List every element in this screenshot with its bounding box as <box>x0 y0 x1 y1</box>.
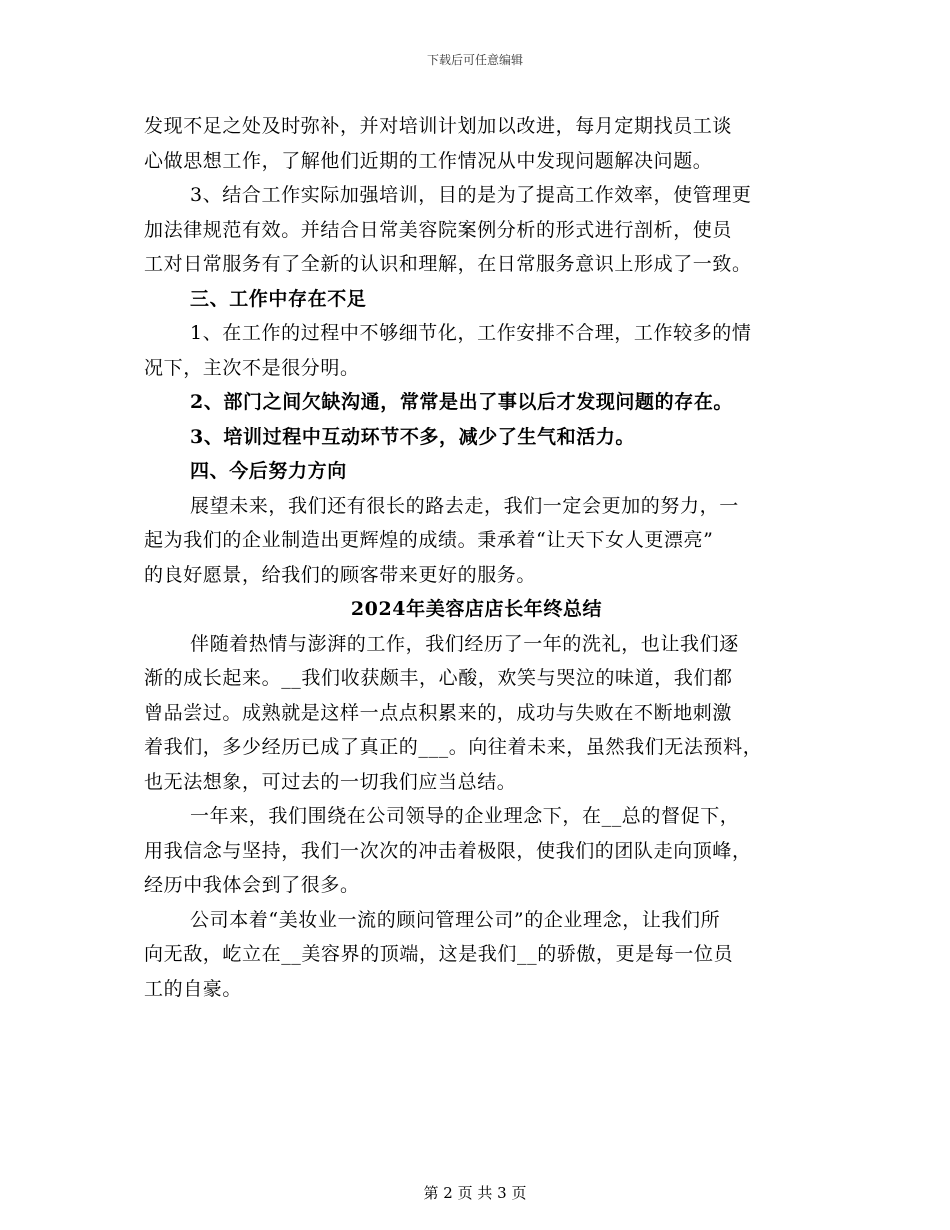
paragraph-line: 起为我们的企业制造出更辉煌的成绩。秉承着“让天下女人更漂亮” <box>144 529 714 551</box>
bold-paragraph-line: 3、培训过程中互动环节不多，减少了生气和活力。 <box>190 425 636 448</box>
paragraph-line: 展望未来，我们还有很长的路去走，我们一定会更加的努力，一 <box>190 494 739 517</box>
paragraph-line: 发现不足之处及时弥补，并对培训计划加以改进，每月定期找员工谈 <box>144 115 733 137</box>
section-heading: 四、今后努力方向 <box>190 460 347 482</box>
paragraph-line: 曾品尝过。成熟就是这样一点点积累来的，成功与失败在不断地刺激 <box>144 701 733 724</box>
paragraph-line: 用我信念与坚持，我们一次次的冲击着极限，使我们的团队走向顶峰， <box>144 839 752 862</box>
document-body <box>144 109 809 1006</box>
paragraph-line: 加法律规范有效。并结合日常美容院案例分析的形式进行剖析，使员 <box>144 218 733 241</box>
paragraph-line: 着我们，多少经历已成了真正的___。向往着未来，虽然我们无法预料， <box>144 736 763 758</box>
paragraph-line: 公司本着“美妆业一流的顾问管理公司”的企业理念，让我们所 <box>190 908 721 931</box>
paragraph-line: 工对日常服务有了全新的认识和理解，在日常服务意识上形成了一致。 <box>144 253 752 275</box>
paragraph-line: 也无法想象，可过去的一切我们应当总结。 <box>144 770 517 793</box>
paragraph-line: 向无敌，屹立在__美容界的顶端，这是我们__的骄傲，更是每一位员 <box>144 943 734 965</box>
paragraph-line: 心做思想工作，了解他们近期的工作情况从中发现问题解决问题。 <box>144 149 713 172</box>
bold-paragraph-line: 2、部门之间欠缺沟通，常常是出了事以后才发现问题的存在。 <box>190 391 734 413</box>
paragraph-line: 况下，主次不是很分明。 <box>144 356 360 379</box>
paragraph-line: 一年来，我们围绕在公司领导的企业理念下，在__总的督促下， <box>190 805 740 827</box>
paragraph-line: 渐的成长起来。__我们收获颇丰，心酸，欢笑与哭泣的味道，我们都 <box>144 667 733 689</box>
section-heading: 三、工作中存在不足 <box>190 287 367 310</box>
paragraph-line: 1、在工作的过程中不够细节化，工作安排不合理，工作较多的情 <box>190 322 752 344</box>
paragraph-line: 的良好愿景，给我们的顾客带来更好的服务。 <box>144 563 537 586</box>
page-header: 下载后可任意编辑 <box>426 53 523 67</box>
paragraph-line: 3、结合工作实际加强培训，目的是为了提高工作效率，使管理更 <box>190 184 752 206</box>
paragraph-line: 经历中我体会到了很多。 <box>144 874 360 896</box>
document-title: 2024年美容店店长年终总结 <box>350 598 603 620</box>
page-footer: 第 2 页 共 3 页 <box>423 1184 527 1202</box>
paragraph-line: 工的自豪。 <box>144 977 243 1000</box>
paragraph-line: 伴随着热情与澎湃的工作，我们经历了一年的洗礼，也让我们逐 <box>190 632 739 655</box>
